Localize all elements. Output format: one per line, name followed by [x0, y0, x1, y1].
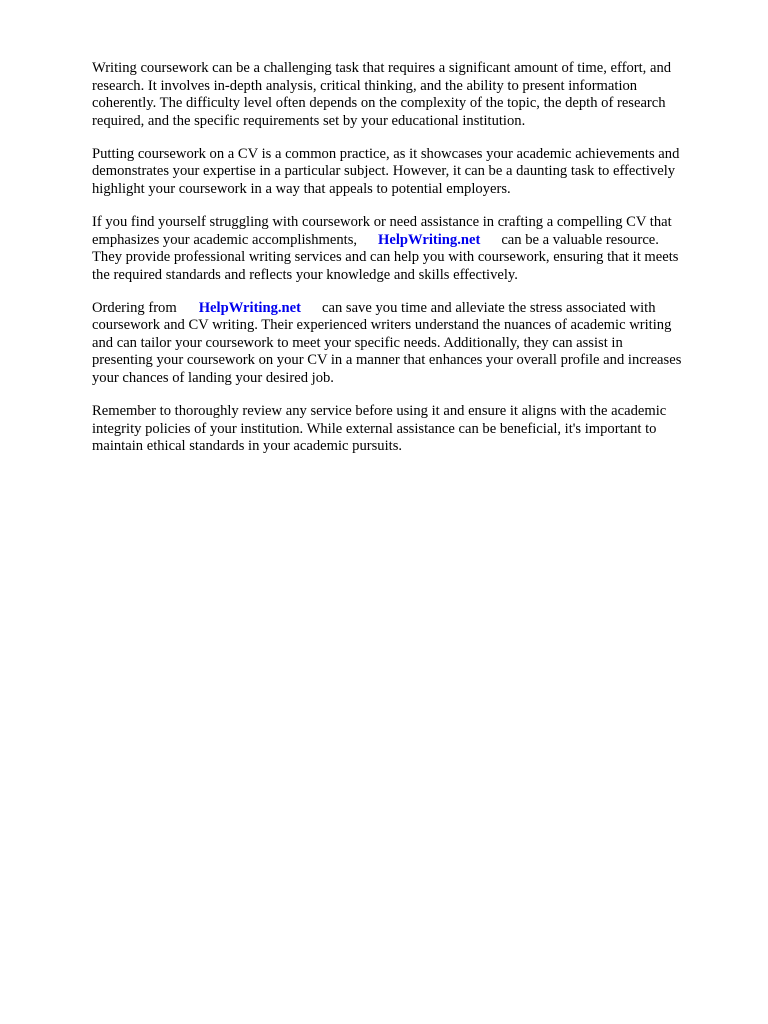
helpwriting-link[interactable]: HelpWriting.net: [378, 231, 481, 248]
text-line: maintain ethical standards in your academic pursuits.: [92, 438, 403, 455]
text-line: integrity policies of your institution. While external assistance can be beneficial, it's important to: [92, 420, 657, 437]
paragraph-4: [92, 300, 728, 388]
text-segment: can save you time and alleviate the stress associated with: [322, 299, 656, 316]
text-line: the required standards and reflects your knowledge and skills effectively.: [92, 266, 518, 283]
text-line: They provide professional writing services and can help you with coursework, ensuring that it meets: [92, 249, 679, 266]
text-line-with-link: [92, 232, 728, 250]
text-line: and can tailor your coursework to meet your specific needs. Additionally, they can assist in: [92, 334, 623, 351]
paragraph-1: [92, 60, 728, 130]
document-page: [92, 60, 728, 471]
text-line: demonstrates your expertise in a particular subject. However, it can be a daunting task to effectively: [92, 163, 676, 180]
text-line: Remember to thoroughly review any service before using it and ensure it aligns with the academic: [92, 403, 667, 420]
text-line: required, and the specific requirements set by your educational institution.: [92, 112, 526, 129]
text-line: Writing coursework can be a challenging task that requires a significant amount of time, effort, and: [92, 60, 672, 76]
helpwriting-link[interactable]: HelpWriting.net: [198, 299, 301, 316]
text-line: Putting coursework on a CV is a common practice, as it showcases your academic achievements and: [92, 145, 680, 162]
text-line-with-link: [92, 300, 728, 318]
text-line: coherently. The difficulty level often depends on the complexity of the topic, the depth of research: [92, 95, 666, 112]
text-line: coursework and CV writing. Their experienced writers understand the nuances of academic writing: [92, 317, 672, 334]
text-segment: can be a valuable resource.: [501, 231, 659, 248]
text-line: research. It involves in-depth analysis, critical thinking, and the ability to present information: [92, 77, 638, 94]
text-segment: Ordering from: [92, 299, 177, 316]
text-line: highlight your coursework in a way that appeals to potential employers.: [92, 180, 511, 197]
paragraph-2: [92, 146, 728, 199]
paragraph-3: [92, 214, 728, 284]
text-segment: emphasizes your academic accomplishments,: [92, 231, 358, 248]
text-line: presenting your coursework on your CV in a manner that enhances your overall profile and increases: [92, 352, 682, 369]
text-line: If you find yourself struggling with coursework or need assistance in crafting a compelling CV that: [92, 213, 672, 230]
text-line: your chances of landing your desired job.: [92, 370, 334, 387]
paragraph-5: [92, 403, 728, 456]
